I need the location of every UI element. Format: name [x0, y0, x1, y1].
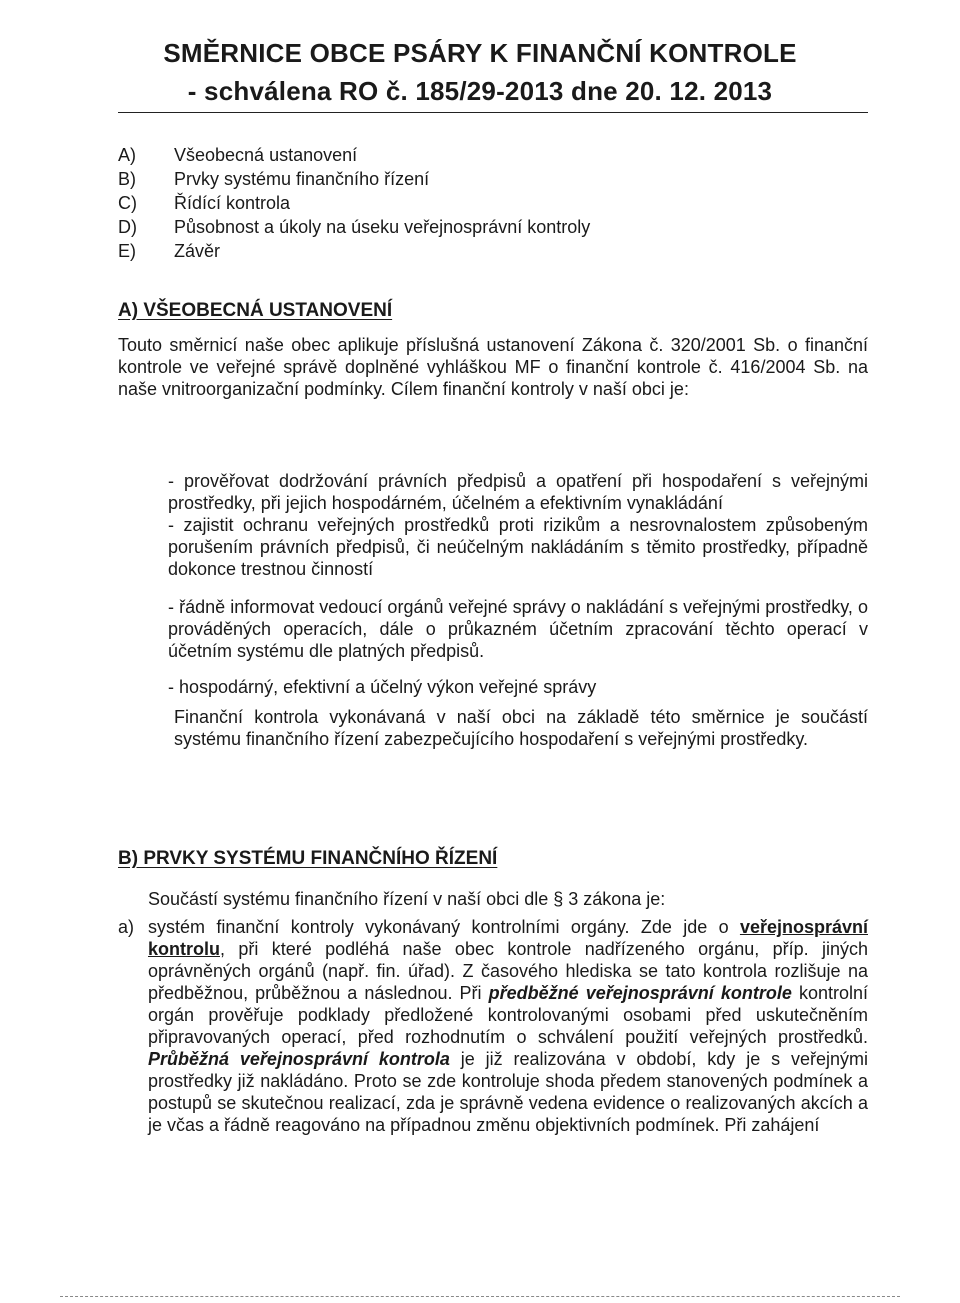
scan-edge-line	[60, 1296, 900, 1297]
list-item: - zajistit ochranu veřejných prostředků proti rizikům a nesrovnalostem způsobeným porušením právních předpisů, či neúčelným nakládáním s těmito prostředky, případně dokonce trestnou činností	[168, 515, 868, 579]
toc-text: Působnost a úkoly na úseku veřejnosprávní kontroly	[174, 217, 591, 237]
item-a-letter: a)	[118, 917, 135, 937]
section-b-heading: B) PRVKY SYSTÉMU FINANČNÍHO ŘÍZENÍ	[118, 848, 498, 869]
emphasized-term: Průběžná veřejnosprávní kontrola	[148, 1049, 450, 1069]
toc-letter: D)	[118, 217, 137, 237]
section-b-intro: Součástí systému finančního řízení v naší obci dle § 3 zákona je:	[148, 889, 666, 909]
toc-item	[118, 239, 590, 263]
toc-text: Prvky systému finančního řízení	[174, 169, 430, 189]
toc-letter: B)	[118, 169, 136, 189]
toc-letter: C)	[118, 193, 137, 213]
list-item: - hospodárný, efektivní a účelný výkon veřejné správy	[168, 677, 597, 697]
toc-text: Závěr	[174, 241, 221, 261]
toc-item	[118, 167, 590, 191]
document-subtitle: - schválena RO č. 185/29-2013 dne 20. 12. 2013	[187, 76, 773, 106]
underlined-term: veřejnosprávní kontrolu	[148, 917, 868, 959]
item-a-paragraph	[148, 916, 868, 1136]
emphasized-term: předběžné veřejnosprávní kontrole	[488, 983, 792, 1003]
text-run: kontrolní orgán prověřuje podklady předložené kontrolovanými osobami před uskutečněním připravovaných operací, před rozhodnutím o schválení použití veřejných prostředků.	[148, 983, 868, 1047]
toc-letter: E)	[118, 241, 136, 261]
toc-item	[118, 143, 590, 167]
title-underline	[118, 112, 868, 113]
section-a-intro: Touto směrnicí naše obec aplikuje příslušná ustanovení Zákona č. 320/2001 Sb. o finanční kontrole ve veřejné správě doplněné vyhláškou MF o finanční kontrole č. 416/2004 Sb. na naše vnitroorganizační podmínky. Cílem finanční kontroly v naší obci je:	[118, 335, 868, 399]
list-item: - řádně informovat vedoucí orgánů veřejné správy o nakládání s veřejnými prostředky, o prováděných operacích, dále o průkazném účetním zpracování těchto operací v účetním systému dle platných předpisů.	[168, 597, 868, 661]
document-title: SMĚRNICE OBCE PSÁRY K FINANČNÍ KONTROLE	[163, 38, 797, 68]
table-of-contents	[118, 143, 590, 263]
toc-item	[118, 215, 590, 239]
text-run: , při které podléhá naše obec kontrole nadřízeného orgánu, příp. jiných oprávněných orgánů (např. fin. úřad). Z časového hlediska se tato kontrola rozlišuje na předběžnou, průběžnou a následnou. Při	[148, 939, 868, 1003]
toc-text: Řídící kontrola	[174, 193, 291, 213]
toc-item	[118, 191, 590, 215]
text-run: je již realizována v období, kdy je s veřejnými prostředky již nakládáno. Proto se zde kontroluje shoda předem stanovených podmínek a postupů se skutečnou realizací, zda je správně vedena evidence o realizovaných akcích a je včas a řádně reagováno na případnou změnu objektivních podmínek. Při zahájení	[148, 1049, 868, 1135]
text-run: systém finanční kontroly vykonávaný kontrolními orgány. Zde jde o	[148, 917, 740, 937]
section-a-heading: A) VŠEOBECNÁ USTANOVENÍ	[118, 300, 393, 321]
toc-letter: A)	[118, 145, 136, 165]
toc-text: Všeobecná ustanovení	[174, 145, 358, 165]
list-item: - prověřovat dodržování právních předpisů a opatření při hospodaření s veřejnými prostředky, při jejich hospodárném, účelném a efektivním vynakládání	[168, 471, 868, 513]
section-a-closing: Finanční kontrola vykonávaná v naší obci na základě této směrnice je součástí systému finančního řízení zabezpečujícího hospodaření s veřejnými prostředky.	[174, 707, 868, 749]
